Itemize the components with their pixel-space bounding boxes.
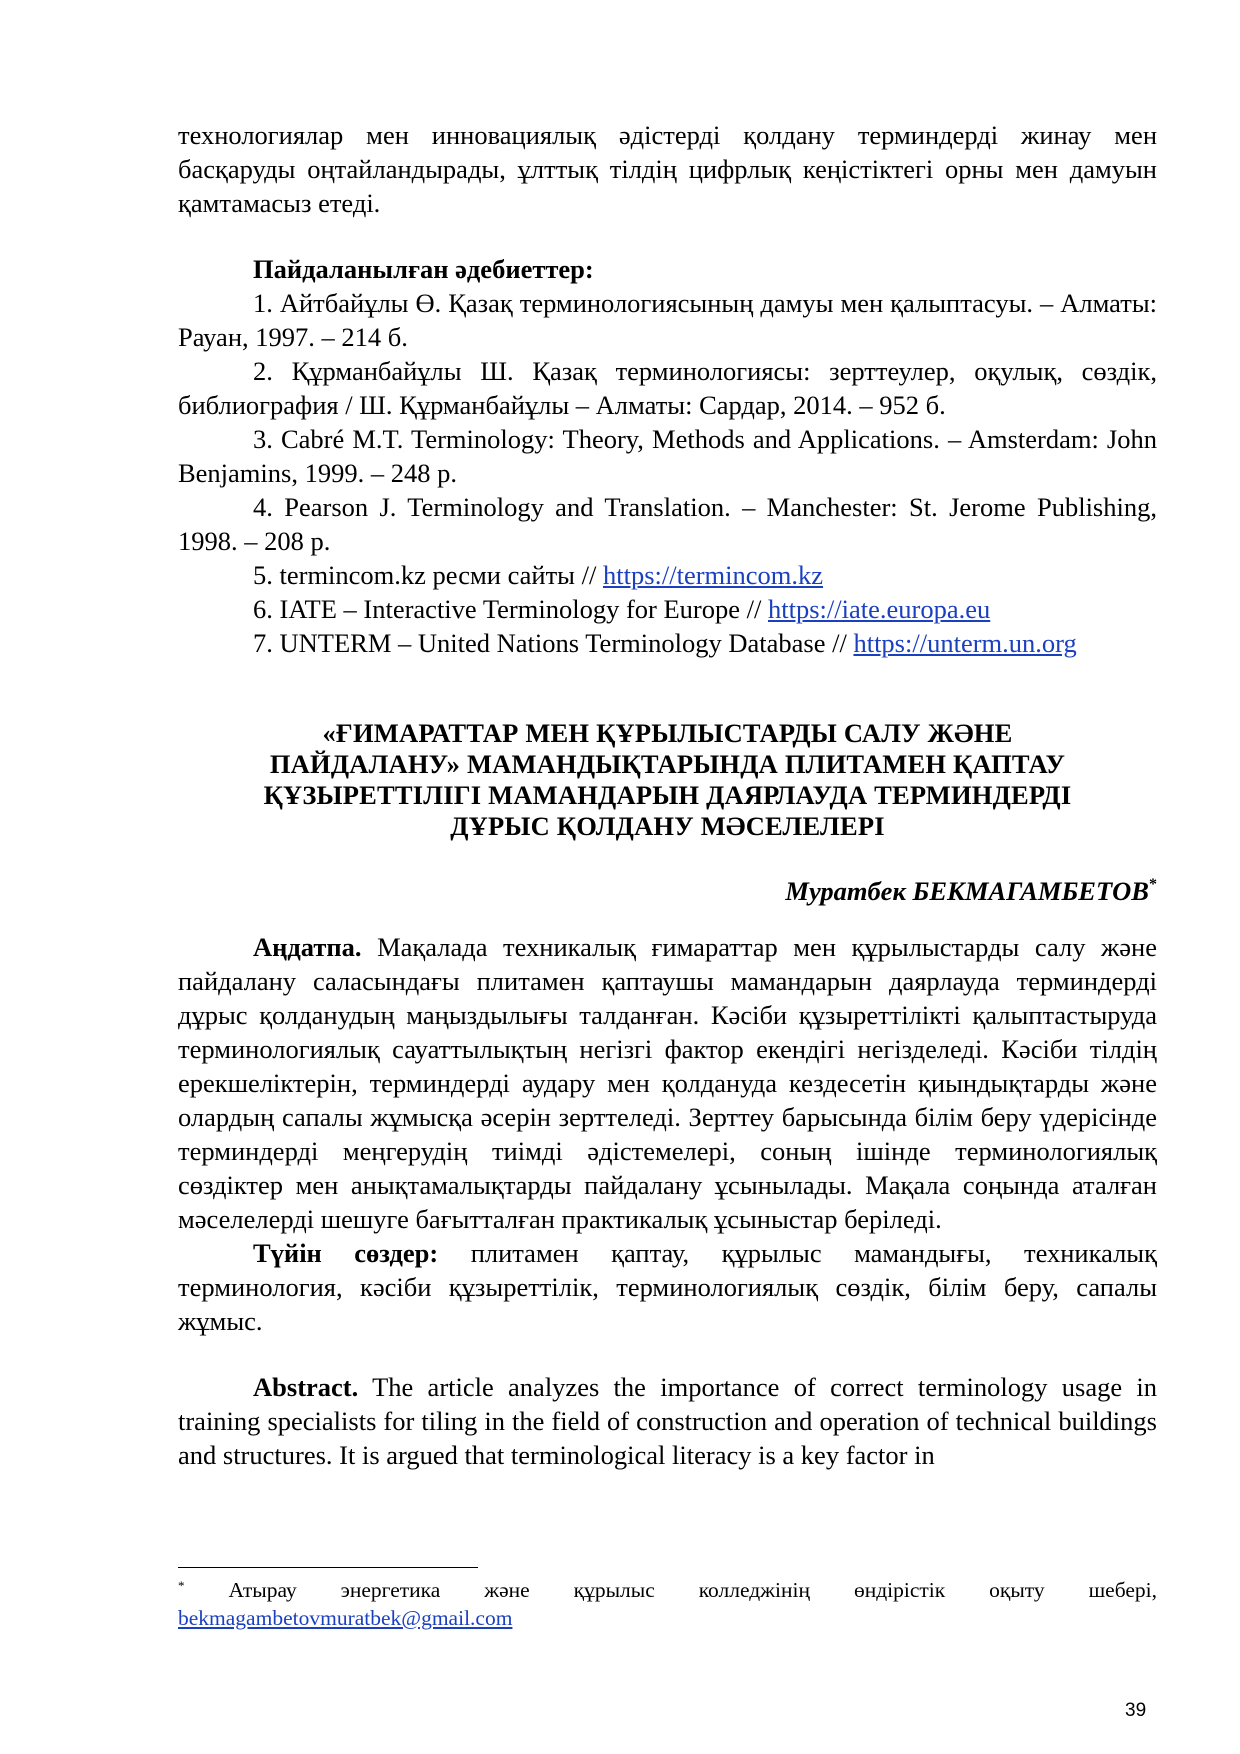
annotation-paragraph: [178, 930, 1157, 1236]
reference-text: 4. Pearson J. Terminology and Translation. – Manchester: St. Jerome Publishing, 1998. – 208 p.: [178, 492, 1157, 556]
article-title: [178, 718, 1157, 842]
reference-item: [178, 286, 1157, 354]
reference-link[interactable]: https://unterm.un.org: [853, 628, 1077, 658]
reference-link[interactable]: https://termincom.kz: [602, 560, 824, 590]
reference-text: 3. Cabré M.T. Terminology: Theory, Methods and Applications. – Amsterdam: John Benjamins, 1999. – 248 p.: [178, 424, 1157, 488]
title-line: ҚҰЗЫРЕТТІЛІГІ МАМАНДАРЫН ДАЯРЛАУДА ТЕРМИНДЕРДІ: [263, 780, 1072, 810]
abstract-label: Abstract.: [253, 1372, 359, 1402]
annotation-text: Мақалада техникалық ғимараттар мен құрылыстарды салу және пайдалану саласындағы плитамен қаптаушы мамандарын даярлауда терминдерді дұрыс қолданудың маңыздылығы талданған. Кәсіби құзыреттілікті қалыптастыруда терминологиялық сауаттылықтың негізгі фактор екендігі негізделеді. Кәсіби тілдің ерекшеліктерін, терминдерді аудару мен қолдануда кездесетін қиындықтарды және олардың сапалы жұмысқа әсерін зерттеледі. Зерттеу барысында білім беру үдерісінде терминдерді меңгерудің тиімді әдістемелері, соның ішінде терминологиялық сөздіктер мен анықтамалықтарды пайдалану ұсынылады. Мақала соңында аталған мәселелерді шешуге бағытталған практикалық ұсыныстар беріледі.: [178, 932, 1157, 1234]
author-name: Муратбек БЕКМАГАМБЕТОВ: [785, 876, 1149, 906]
page-content: [178, 118, 1157, 1472]
author-email-link[interactable]: bekmagambetovmuratbek@gmail.com: [178, 1606, 513, 1630]
author-footnote-mark: *: [1149, 876, 1157, 893]
references-heading: Пайдаланылған әдебиеттер:: [253, 254, 594, 284]
reference-text: 2. Құрманбайұлы Ш. Қазақ терминологиясы: зерттеулер, оқулық, сөздік, библиография / Ш. Құрманбайұлы – Алматы: Сардар, 2014. – 952 б.: [178, 356, 1157, 420]
reference-item: [178, 592, 1157, 626]
author-name-block: [178, 874, 1157, 908]
keywords-text: плитамен қаптау, құрылыс мамандығы, техникалық терминология, кәсіби құзыреттілік, терминологиялық сөздік, білім беру, сапалы жұмыс.: [178, 1238, 1157, 1336]
reference-item: [178, 422, 1157, 490]
intro-paragraph: технологиялар мен инновациялық әдістерді қолдану терминдерді жинау мен басқаруды оңтайландырады, ұлттық тілдің цифрлық кеңістіктегі орны мен дамуын қамтамасыз етеді.: [178, 120, 1157, 218]
reference-item: [178, 490, 1157, 558]
title-line: ПАЙДАЛАНУ» МАМАНДЫҚТАРЫНДА ПЛИТАМЕН ҚАПТАУ: [269, 749, 1066, 779]
reference-text: 7. UNTERM – United Nations Terminology Database //: [253, 628, 854, 658]
keywords-label: Түйін сөздер:: [253, 1238, 439, 1268]
page-number: 39: [1125, 1700, 1147, 1721]
reference-item: [178, 354, 1157, 422]
footnote: [178, 1576, 1157, 1632]
abstract-paragraph: [178, 1370, 1157, 1472]
keywords-paragraph: [178, 1236, 1157, 1338]
title-line: ДҰРЫС ҚОЛДАНУ МӘСЕЛЕЛЕРІ: [450, 811, 885, 841]
reference-item: [178, 626, 1157, 660]
footnote-mark: *: [178, 1578, 185, 1593]
abstract-text: The article analyzes the importance of correct terminology usage in training specialists for tiling in the field of construction and operation of technical buildings and structures. It is argued that terminological literacy is a key factor in: [178, 1372, 1157, 1470]
reference-text: 1. Айтбайұлы Ө. Қазақ терминологиясының дамуы мен қалыптасуы. – Алматы: Рауан, 1997. – 214 б.: [178, 288, 1157, 352]
annotation-label: Аңдатпа.: [253, 932, 362, 962]
title-line: «ҒИМАРАТТАР МЕН ҚҰРЫЛЫСТАРДЫ САЛУ ЖӘНЕ: [322, 718, 1013, 748]
footnote-text: Атырау энергетика және құрылыс колледжінің өндірістік оқыту шебері,: [184, 1578, 1157, 1602]
references-list: [178, 286, 1157, 660]
reference-text: 6. IATE – Interactive Terminology for Europe //: [253, 594, 768, 624]
reference-link[interactable]: https://iate.europa.eu: [768, 594, 991, 624]
reference-text: 5. termincom.kz ресми сайты //: [253, 560, 603, 590]
reference-item: [178, 558, 1157, 592]
footnote-divider: [178, 1567, 478, 1568]
